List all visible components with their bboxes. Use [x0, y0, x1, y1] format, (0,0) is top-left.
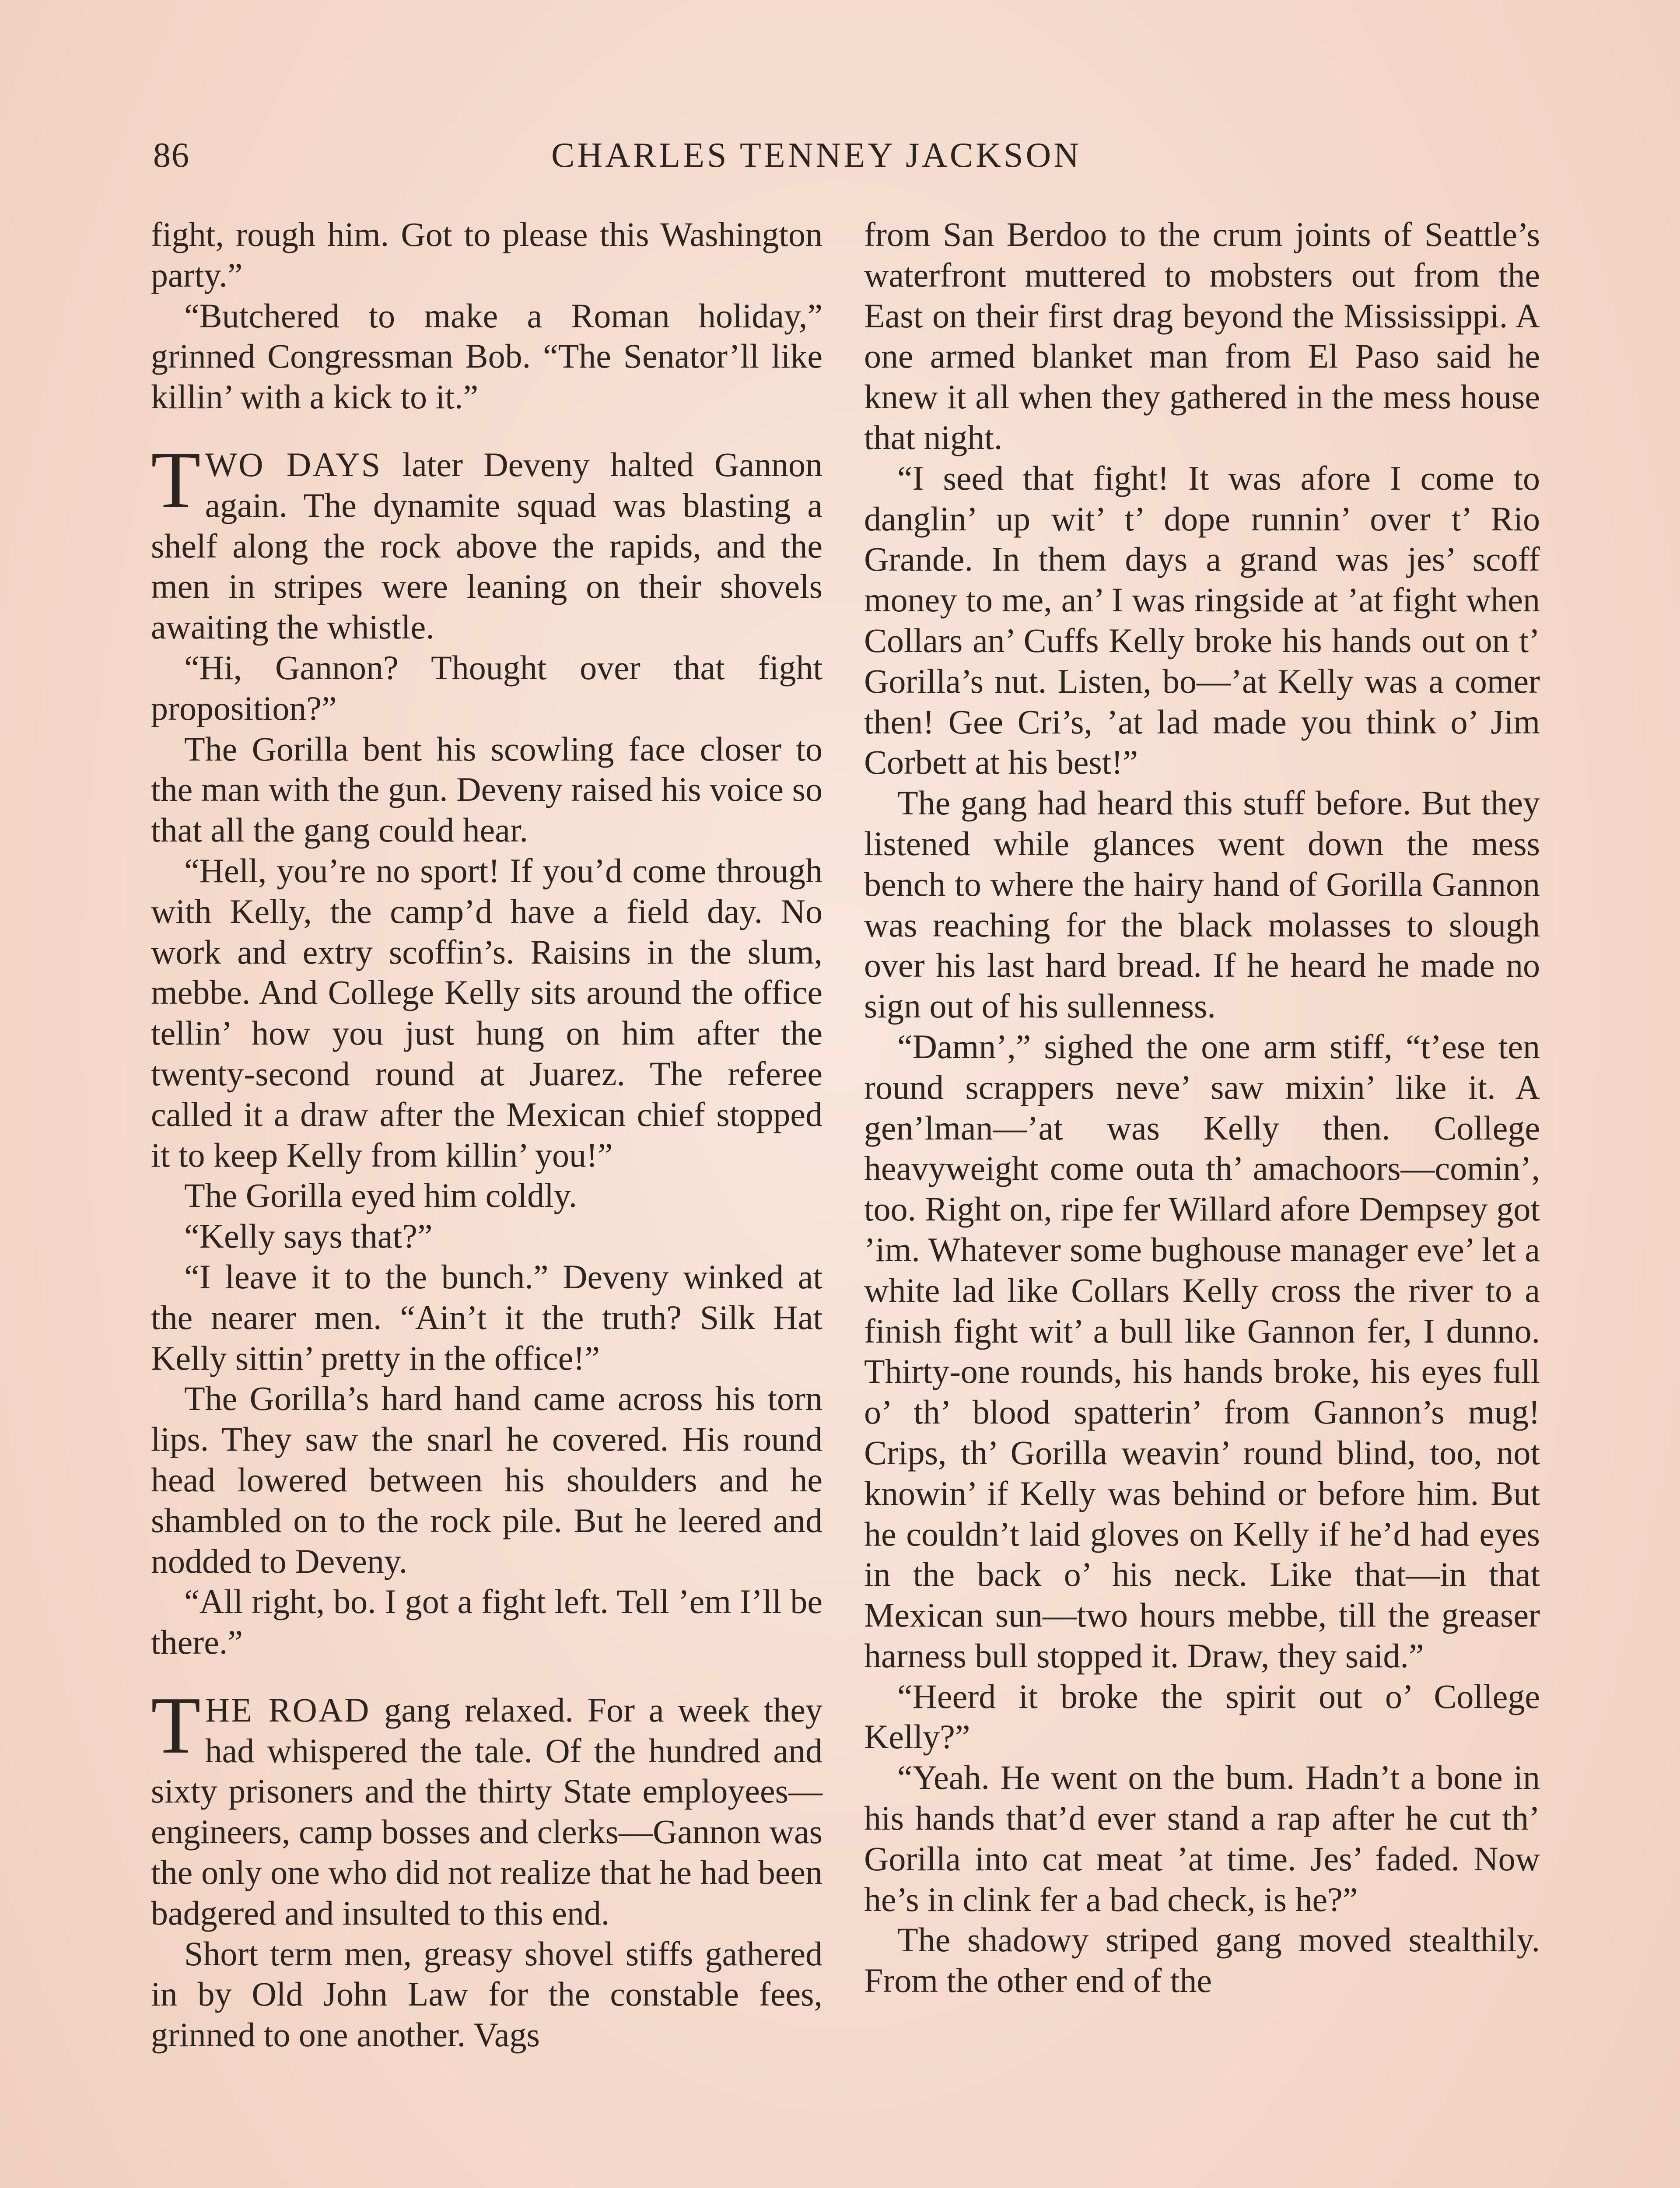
- drop-cap: T: [151, 435, 201, 525]
- paragraph: The Gorilla bent his scowling face closer to the man with the gun. Deveny raised his voice so that all the gang could hear.: [151, 729, 822, 849]
- paragraph: “Damn’,” sighed the one arm stiff, “t’ese ten round scrappers neve’ saw mixin’ like it. A gen’lman—’at was Kelly then. College heavyweight come outa th’ amachoors—comin’, too. Right on, ripe fer Willard afore Dempsey got ’im. Whatever some bughouse manager eve’ let a white lad like Collars Kelly cross the river to a finish fight wit’ a bull like Gannon fer, I dunno. Thirty-one rounds, his hands broke, his eyes full o’ th’ blood spatterin’ from Gannon’s mug! Crips, th’ Gorilla weavin’ round blind, too, not knowin’ if Kelly was behind or before him. But he couldn’t laid gloves on Kelly if he’d had eyes in the back o’ his neck. Like that—in that Mexican sun—two hours mebbe, till the greaser harness bull stopped it. Draw, they said.”: [864, 1027, 1540, 1675]
- drop-cap: T: [151, 1680, 201, 1771]
- paragraph: “All right, bo. I got a fight left. Tell ’em I’ll be there.”: [151, 1582, 822, 1662]
- paragraph: “Hi, Gannon? Thought over that fight proposition?”: [151, 648, 822, 727]
- section-lead-in: WO DAYS: [205, 445, 382, 484]
- paragraph-continuation: fight, rough him. Got to please this Washington party.”: [151, 215, 822, 294]
- section-body-text: gang relaxed. For a week they had whispered the tale. Of the hundred and sixty prisoners and the thirty State employees—engineers, camp bosses and clerks—Gannon was the only one who did not realize that he had been badgered and insulted to this end.: [151, 1690, 822, 1932]
- running-header: [153, 131, 1155, 188]
- paragraph: “Yeah. He went on the bum. Hadn’t a bone in his hands that’d ever stand a rap after he cut th’ Gorilla into cat meat ’at time. Jes’ faded. Now he’s in clink fer a bad check, is he?”: [864, 1758, 1540, 1918]
- paragraph: “Butchered to make a Roman holiday,” grinned Congressman Bob. “The Senator’ll like killin’ with a kick to it.”: [151, 296, 822, 416]
- section-body-text: later Deveny halted Gannon again. The dynamite squad was blasting a shelf along the rock above the rapids, and the men in stripes were leaning on their shovels awaiting the whistle.: [151, 445, 822, 646]
- paragraph: Short term men, greasy shovel stiffs gathered in by Old John Law for the constable fees, grinned to one another. Vags: [151, 1934, 822, 2054]
- left-text-column: [151, 214, 822, 2055]
- paragraph: “Kelly says that?”: [184, 1217, 433, 1255]
- running-head-title: CHARLES TENNEY JACKSON: [551, 136, 1082, 175]
- right-text-column: [864, 214, 1540, 2001]
- paragraph: “Hell, you’re no sport! If you’d come through with Kelly, the camp’d have a field day. No work and extry scoffin’s. Raisins in the slum, mebbe. And College Kelly sits around the office tellin’ how you just hung on him after the twenty-second round at Juarez. The referee called it a draw after the Mexican chief stopped it to keep Kelly from killin’ you!”: [151, 851, 822, 1174]
- paragraph: “I seed that fight! It was afore I come to danglin’ up wit’ t’ dope runnin’ over t’ Rio Grande. In them days a grand was jes’ scoff money to me, an’ I was ringside at ’at fight when Collars an’ Cuffs Kelly broke his hands out on t’ Gorilla’s nut. Listen, bo—’at Kelly was a comer then! Gee Cri’s, ’at lad made you think o’ Jim Corbett at his best!”: [864, 459, 1540, 782]
- paragraph: The shadowy striped gang moved stealthily. From the other end of the: [864, 1921, 1540, 2000]
- paragraph: “I leave it to the bunch.” Deveny winked at the nearer men. “Ain’t it the truth? Silk Hat Kelly sittin’ pretty in the office!”: [151, 1257, 822, 1377]
- page-number: 86: [153, 136, 190, 175]
- paragraph: “Heerd it broke the spirit out o’ College Kelly?”: [864, 1677, 1540, 1756]
- section-opening-paragraph: [151, 435, 822, 648]
- paragraph: The Gorilla’s hard hand came across his torn lips. They saw the snarl he covered. His round head lowered between his shoulders and he shambled on to the rock pile. But he leered and nodded to Deveny.: [151, 1379, 822, 1580]
- section-opening-paragraph: [151, 1680, 822, 1934]
- paragraph-continuation: from San Berdoo to the crum joints of Seattle’s waterfront muttered to mobsters out from the East on their first drag beyond the Mississippi. A one armed blanket man from El Paso said he knew it all when they gathered in the mess house that night.: [864, 215, 1540, 456]
- paragraph: The gang had heard this stuff before. But they listened while glances went down the mess bench to where the hairy hand of Gorilla Gannon was reaching for the black molasses to slough over his last hard bread. If he heard he made no sign out of his sullenness.: [864, 784, 1540, 1025]
- section-lead-in: HE ROAD: [205, 1690, 371, 1729]
- paragraph: The Gorilla eyed him coldly.: [184, 1176, 578, 1215]
